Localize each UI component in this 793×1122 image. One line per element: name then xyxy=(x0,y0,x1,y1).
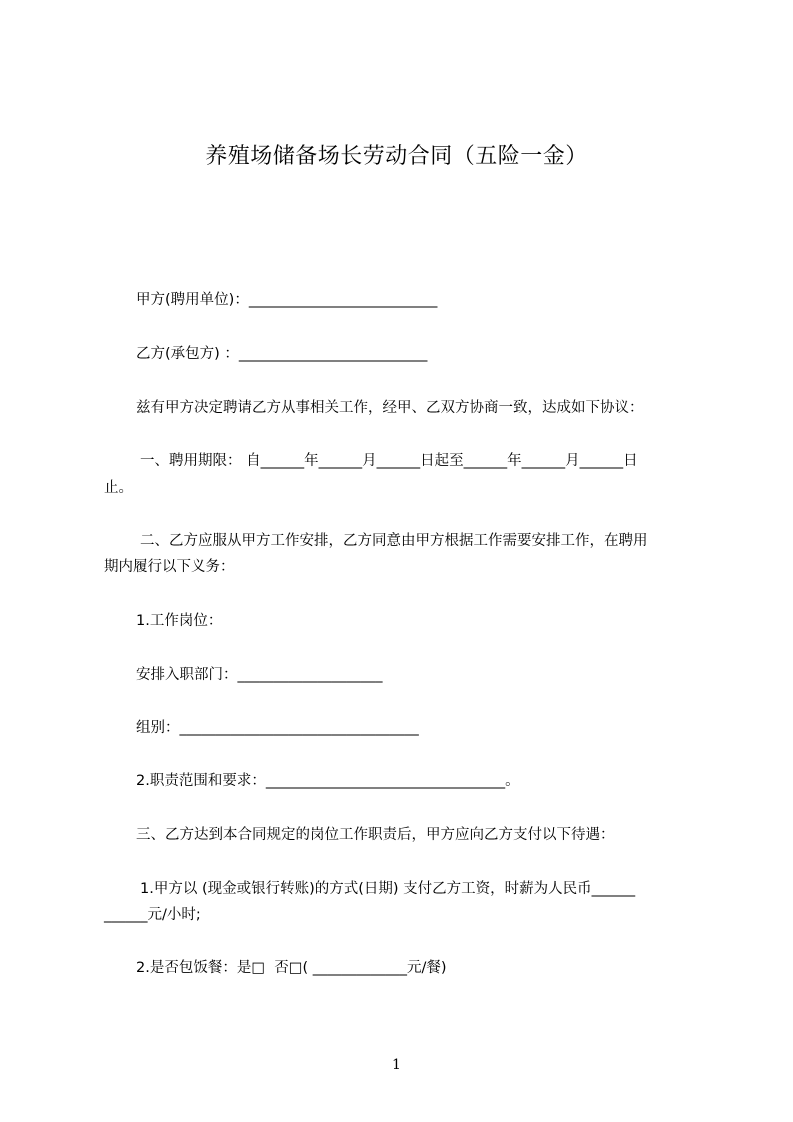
clause2-line-1: 二、乙方应服从甲方工作安排，乙方同意由甲方根据工作需要安排工作，在聘用 xyxy=(140,533,648,549)
preamble-paragraph: 兹有甲方决定聘请乙方从事相关工作，经甲、乙双方协商一致，达成如下协议： xyxy=(136,400,644,416)
party-a-line: 甲方(聘用单位)：__________________________ xyxy=(136,292,438,308)
page-number: 1 xyxy=(392,1057,401,1073)
clause2-line-2: 期内履行以下义务： xyxy=(104,559,235,575)
pay-line-2: ______元/小时; xyxy=(104,907,201,923)
clause3-line: 三、乙方达到本合同规定的岗位工作职责后，甲方应向乙方支付以下待遇： xyxy=(136,827,615,843)
clause1-line-2: 止。 xyxy=(104,480,133,496)
group-line: 组别：_________________________________ xyxy=(136,720,419,736)
party-b-line: 乙方(承包方) ：__________________________ xyxy=(136,346,428,362)
pay-line-1: 1.甲方以 (现金或银行转账)的方式(日期) 支付乙方工资，时薪为人民币______ xyxy=(140,881,636,897)
clause1-line-1: 一、聘用期限： 自______年______月______日起至______年______月______日 xyxy=(140,453,638,469)
meal-line: 2.是否包饭餐：是□ 否□( _____________元/餐) xyxy=(136,960,447,976)
document-title: 养殖场储备场长劳动合同（五险一金） xyxy=(205,144,588,169)
item1-line: 1.工作岗位： xyxy=(136,613,223,629)
department-line: 安排入职部门：____________________ xyxy=(136,667,383,683)
item2-line: 2.职责范围和要求：_________________________________。 xyxy=(136,773,520,789)
